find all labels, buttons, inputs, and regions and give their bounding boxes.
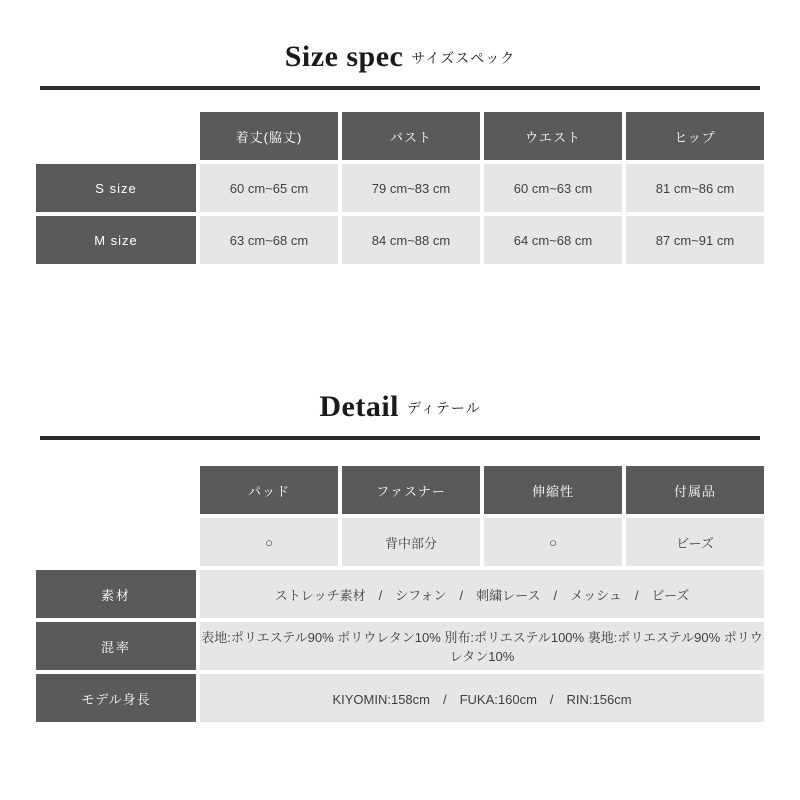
column-header: パッド [200,466,338,514]
detail-heading-block [0,390,800,440]
column-header: ファスナー [342,466,480,514]
table-cell: 60 cm~65 cm [200,164,338,212]
column-header: ヒップ [626,112,764,160]
table-header-row [36,112,764,160]
table-cell: ストレッチ素材 / シフォン / 刺繍レース / メッシュ / ビーズ [200,570,764,618]
size-spec-table [32,108,768,268]
table-row [36,518,764,566]
table-cell: 87 cm~91 cm [626,216,764,264]
column-header: ウエスト [484,112,622,160]
table-row [36,216,764,264]
table-cell: ビーズ [626,518,764,566]
table-cell: 背中部分 [342,518,480,566]
detail-title-en: Detail [319,390,400,423]
column-header: 付属品 [626,466,764,514]
table-cell: KIYOMIN:158cm / FUKA:160cm / RIN:156cm [200,674,764,722]
size-spec-title-en: Size spec [284,40,404,73]
detail-divider [40,436,760,440]
row-header: モデル身長 [36,674,196,722]
table-row [36,622,764,670]
table-header-row [36,466,764,514]
size-spec-divider [40,86,760,90]
column-header: 伸縮性 [484,466,622,514]
column-header: 着丈(脇丈) [200,112,338,160]
size-spec-title-jp: サイズスペック [411,50,516,66]
detail-title-jp: ディテール [407,400,481,416]
corner-cell [36,466,196,514]
empty-cell [36,518,196,566]
corner-cell [36,112,196,160]
table-row [36,674,764,722]
table-cell: 81 cm~86 cm [626,164,764,212]
table-cell: 84 cm~88 cm [342,216,480,264]
table-cell: ○ [200,518,338,566]
size-spec-heading-block [0,40,800,90]
row-header: 素材 [36,570,196,618]
row-header: M size [36,216,196,264]
detail-table [32,462,768,726]
detail-table-wrap [0,462,800,726]
size-spec-heading [0,40,800,80]
row-header: 混率 [36,622,196,670]
table-cell: 64 cm~68 cm [484,216,622,264]
table-cell: ○ [484,518,622,566]
table-cell: 79 cm~83 cm [342,164,480,212]
table-cell: 63 cm~68 cm [200,216,338,264]
detail-heading [0,390,800,430]
size-spec-table-wrap [0,108,800,268]
table-cell: 表地:ポリエステル90% ポリウレタン10% 別布:ポリエステル100% 裏地:ポリエステル90% ポリウレタン10% [200,622,764,670]
row-header: S size [36,164,196,212]
column-header: バスト [342,112,480,160]
table-row [36,164,764,212]
table-cell: 60 cm~63 cm [484,164,622,212]
table-row [36,570,764,618]
